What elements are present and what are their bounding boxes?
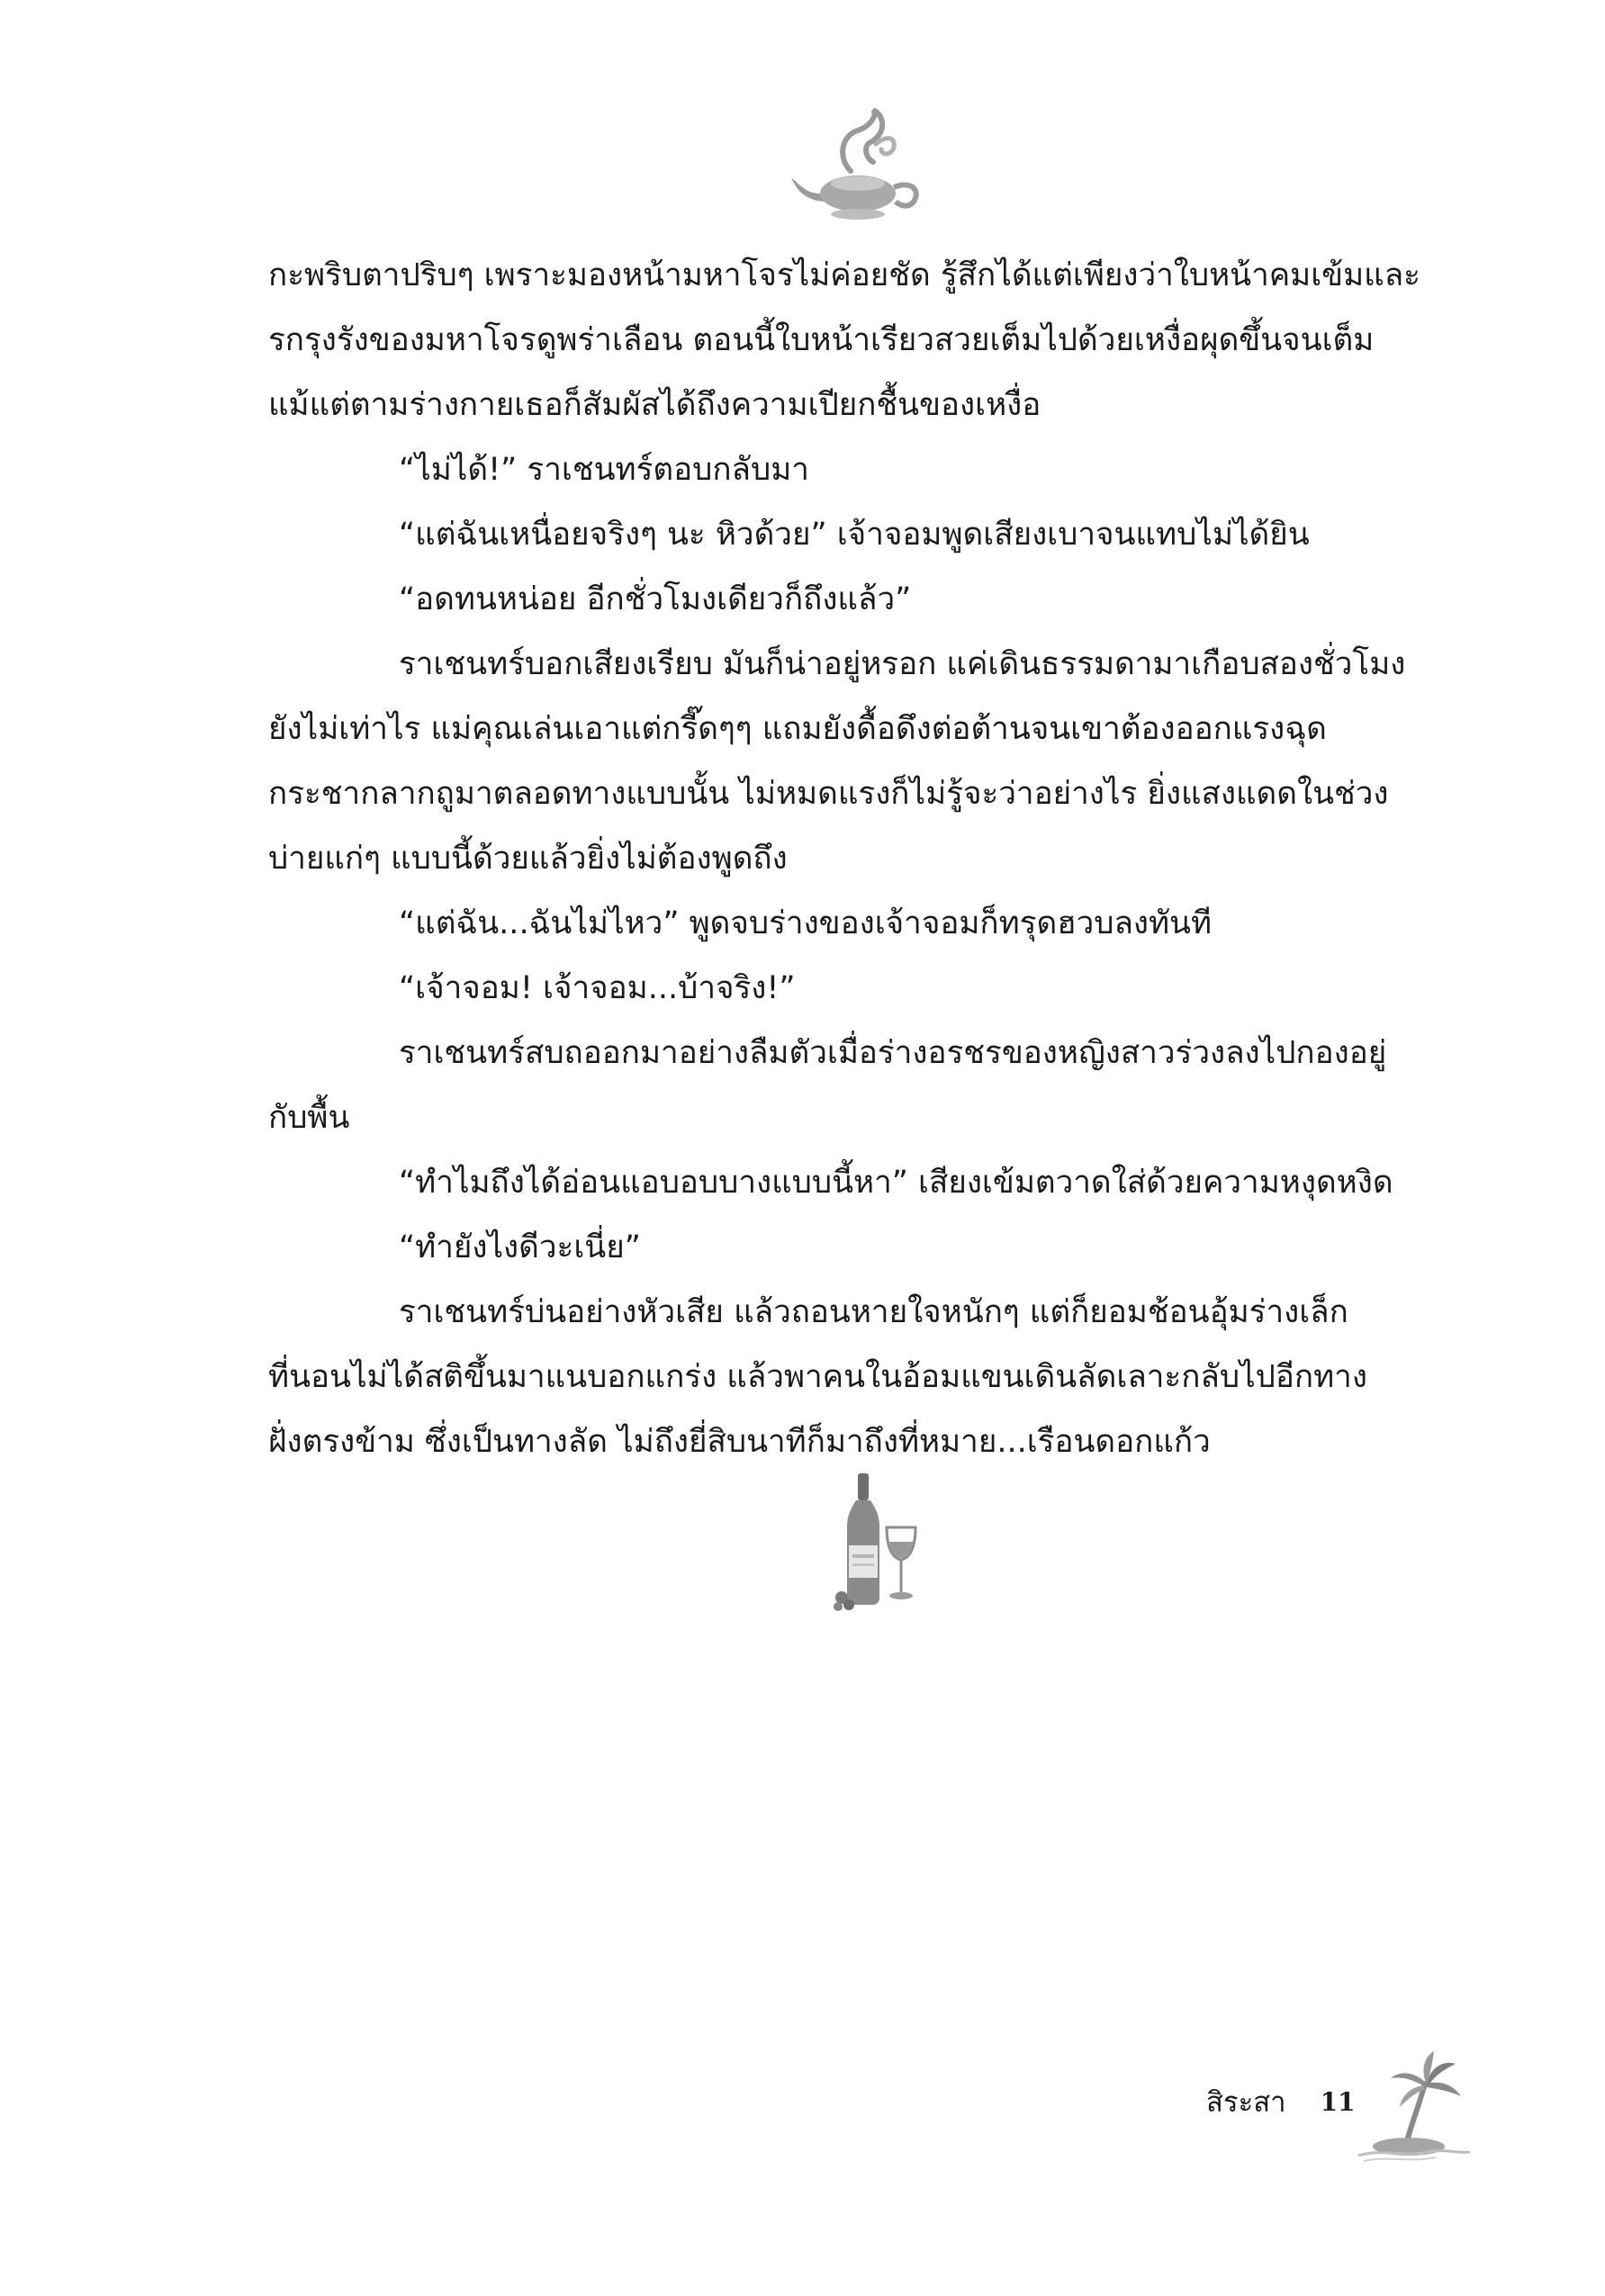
text-line-1: กะพริบตาปริบๆ เพราะมองหน้ามหาโจรไม่ค่อยชัด รู้สึกได้แต่เพียงว่าใบหน้าคมเข้มและ	[268, 257, 1420, 293]
text-line-19: ฝั่งตรงข้าม ซึ่งเป็นทางลัด ไม่ถึงยี่สิบนาทีก็มาถึงที่หมาย...เรือนดอกแก้ว	[268, 1424, 1211, 1460]
text-line-2: รกรุงรังของมหาโจรดูพร่าเลือน ตอนนี้ใบหน้าเรียวสวยเต็มไปด้วยเหงื่อผุดขึ้นจนเต็ม	[268, 322, 1375, 358]
text-line-8: ยังไม่เท่าไร แม่คุณเล่นเอาแต่กรี๊ดๆๆ แถมยังดื้อดึงต่อต้านจนเขาต้องออกแรงฉุด	[268, 711, 1327, 747]
text-line-5: “แต่ฉันเหนื่อยจริงๆ นะ หิวด้วย” เจ้าจอมพูดเสียงเบาจนแทบไม่ได้ยิน	[399, 517, 1310, 553]
text-line-7: ราเชนทร์บอกเสียงเรียบ มันก็น่าอยู่หรอก แค่เดินธรรมดามาเกือบสองชั่วโมง	[399, 646, 1406, 682]
text-line-9: กระชากลากถูมาตลอดทางแบบนั้น ไม่หมดแรงก็ไม่รู้จะว่าอย่างไร ยิ่งแสงแดดในช่วง	[268, 776, 1389, 812]
text-line-14: กับพื้น	[268, 1100, 350, 1136]
text-line-4: “ไม่ได้!” ราเชนทร์ตอบกลับมา	[399, 452, 809, 488]
text-line-10: บ่ายแก่ๆ แบบนี้ด้วยแล้วยิ่งไม่ต้องพูดถึง	[268, 841, 788, 877]
text-line-17: ราเชนทร์บ่นอย่างหัวเสีย แล้วถอนหายใจหนักๆ แต่ก็ยอมช้อนอุ้มร่างเล็ก	[399, 1294, 1348, 1330]
text-line-11: “แต่ฉัน...ฉันไม่ไหว” พูดจบร่างของเจ้าจอมก็ทรุดฮวบลงทันที	[399, 905, 1213, 941]
text-line-18: ที่นอนไม่ได้สติขึ้นมาแนบอกแกร่ง แล้วพาคนในอ้อมแขนเดินลัดเลาะกลับไปอีกทาง	[268, 1359, 1367, 1395]
text-line-13: ราเชนทร์สบถออกมาอย่างลืมตัวเมื่อร่างอรชรของหญิงสาวร่วงลงไปกองอยู่	[399, 1035, 1387, 1071]
story-text	[268, 243, 1465, 1474]
text-line-6: “อดทนหน่อย อีกชั่วโมงเดียวก็ถึงแล้ว”	[399, 581, 912, 617]
teapot-genie-icon	[788, 108, 932, 225]
text-line-3: แม้แต่ตามร่างกายเธอก็สัมผัสได้ถึงความเปียกชื้นของเหงื่อ	[268, 387, 1041, 423]
book-title: สิระสา	[1206, 2086, 1286, 2119]
text-line-16: “ทำยังไงดีวะเนี่ย”	[399, 1229, 641, 1265]
page-number: 11	[1320, 2086, 1356, 2117]
palm-island-icon	[1355, 2048, 1472, 2165]
wine-bottle-glass-icon	[833, 1472, 923, 1611]
text-line-15: “ทำไมถึงได้อ่อนแอบอบบางแบบนี้หา” เสียงเข้มตวาดใส่ด้วยความหงุดหงิด	[399, 1165, 1393, 1201]
text-line-12: “เจ้าจอม! เจ้าจอม...บ้าจริง!”	[399, 970, 796, 1006]
page-footer	[1206, 2075, 1356, 2129]
